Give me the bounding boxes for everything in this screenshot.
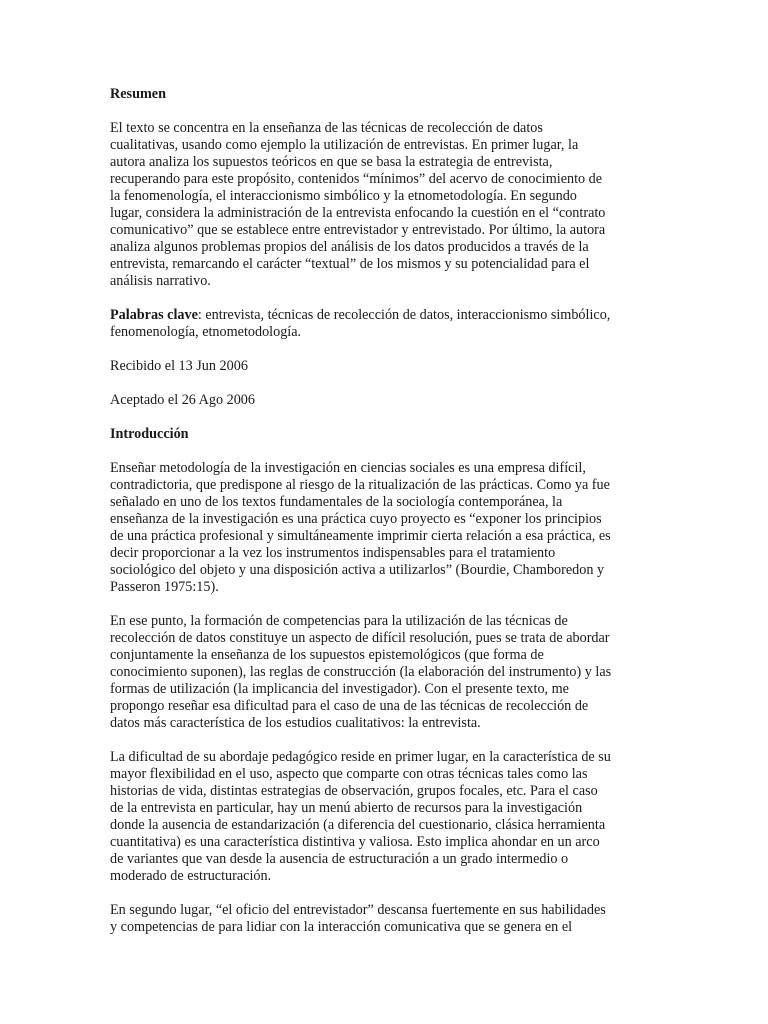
keywords-paragraph [110,307,662,341]
intro-line: conjuntamente la enseñanza de los supuestos epistemológicos (que forma de [110,647,544,663]
resumen-line: análisis narrativo. [110,273,211,289]
intro-line: de variantes que van desde la ausencia de estructuración a un grado intermedio o [110,851,569,867]
resumen-line: autora analiza los supuestos teóricos en que se basa la estrategia de entrevista, [110,154,553,170]
intro-paragraph-2 [110,613,662,732]
intro-line: de una práctica profesional y simultáneamente imprimir cierta relación a esa práctica, es [110,528,611,544]
intro-line: mayor flexibilidad en el uso, aspecto que comparte con otras técnicas tales como las [110,766,588,782]
accepted-date: Aceptado el 26 Ago 2006 [110,392,255,408]
intro-line: En segundo lugar, “el oficio del entrevistador” descansa fuertemente en sus habilidades [110,902,606,918]
intro-line: decir proporcionar a la vez los instrumentos indispensables para el tratamiento [110,545,556,561]
resumen-line: analiza algunos problemas propios del análisis de los datos producidos a través de la [110,239,589,255]
intro-paragraph-1 [110,460,662,596]
resumen-paragraph [110,120,662,290]
resumen-line: comunicativo” que se establece entre entrevistador y entrevistado. Por último, la autora [110,222,606,238]
intro-heading: Introducción [110,426,189,442]
keywords-line [110,307,662,324]
resumen-line: El texto se concentra en la enseñanza de las técnicas de recolección de datos [110,120,543,136]
keywords-label: Palabras clave [110,307,198,323]
intro-line: historias de vida, distintas estrategias de observación, grupos focales, etc. Para el caso [110,783,598,799]
intro-line: sociológico del objeto y una disposición activa a utilizarlos” (Bourdie, Chamboredon y [110,562,605,578]
intro-line: datos más característica de los estudios cualitativos: la entrevista. [110,715,481,731]
intro-line: propongo reseñar esa dificultad para el caso de una de las técnicas de recolección de [110,698,589,714]
intro-paragraph-3 [110,749,662,885]
keywords-text: : entrevista, técnicas de recolección de datos, interaccionismo simbólico, [197,307,611,323]
intro-line: recolección de datos constituye un aspecto de difícil resolución, pues se trata de abordar [110,630,610,646]
intro-line: de la entrevista en particular, hay un menú abierto de recursos para la investigación [110,800,583,816]
intro-line: y competencias de para lidiar con la interacción comunicativa que se genera en el [110,919,573,935]
resumen-heading: Resumen [110,86,166,102]
document-page [110,86,662,953]
keywords-line: fenomenología, etnometodología. [110,324,302,340]
resumen-line: entrevista, remarcando el carácter “textual” de los mismos y su potencialidad para el [110,256,590,272]
intro-paragraph-4 [110,902,662,936]
received-date: Recibido el 13 Jun 2006 [110,358,248,374]
intro-line: enseñanza de la investigación es una práctica cuyo proyecto es “exponer los principios [110,511,602,527]
intro-line: cuantitativa) es una característica distintiva y valiosa. Esto implica ahondar en un arco [110,834,600,850]
intro-line: contradictoria, que predispone al riesgo de la ritualización de las prácticas. Como ya fue [110,477,610,493]
intro-line: Enseñar metodología de la investigación en ciencias sociales es una empresa difícil, [110,460,586,476]
intro-line: moderado de estructuración. [110,868,272,884]
intro-line: Passeron 1975:15). [110,579,219,595]
resumen-line: recuperando para este propósito, contenidos “mínimos” del acervo de conocimiento de [110,171,603,187]
intro-line: En ese punto, la formación de competencias para la utilización de las técnicas de [110,613,568,629]
intro-line: conocimiento suponen), las reglas de construcción (la elaboración del instrumento) y las [110,664,612,680]
intro-line: donde la ausencia de estandarización (a diferencia del cuestionario, clásica herramienta [110,817,606,833]
resumen-line: la fenomenología, el interaccionismo simbólico y la etnometodología. En segundo [110,188,577,204]
intro-line: La dificultad de su abordaje pedagógico reside en primer lugar, en la característica de su [110,749,611,765]
resumen-line: cualitativas, usando como ejemplo la utilización de entrevistas. En primer lugar, la [110,137,579,153]
resumen-line: lugar, considera la administración de la entrevista enfocando la cuestión en el “contrato [110,205,606,221]
intro-line: señalado en uno de los textos fundamentales de la sociología contemporánea, la [110,494,563,510]
intro-line: formas de utilización (la implicancia del investigador). Con el presente texto, me [110,681,569,697]
